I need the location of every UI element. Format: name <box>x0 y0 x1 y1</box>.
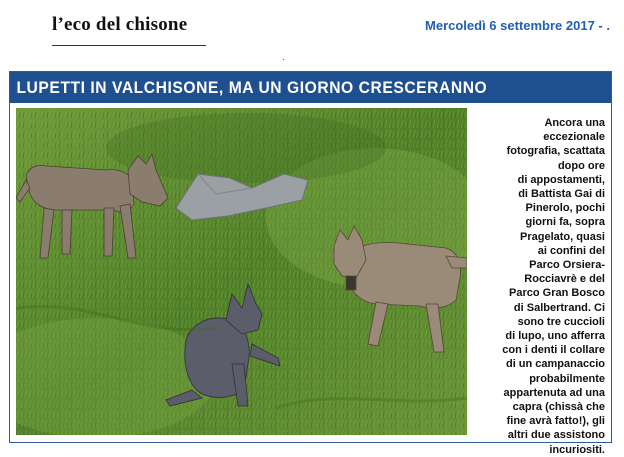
article-banner <box>10 72 611 103</box>
separator-dot: . <box>282 52 285 62</box>
newspaper-masthead: l’eco del chisone <box>52 14 188 35</box>
article-box <box>9 71 612 456</box>
publication-date: Mercoledì 6 settembre 2017 - . <box>425 18 610 33</box>
article-title: LUPETTI IN VALCHISONE, MA UN GIORNO CRESCERANNO <box>16 77 488 97</box>
masthead-underline <box>52 45 206 46</box>
photo-caption: Ancora una eccezionale fotografia, scattata dopo ore di appostamenti, di Battista Gai di Pinerolo, pochi giorni fa, sopra Pragelato, quasi ai confini del Parco Orsiera- Rocciavrè e del Parco Gran Bosco di Salbertrand. Ci sono tre cuccioli di lupo, uno afferra con i denti il collare di un campanaccio probabilmente appartenuta ad una capra (chissà che fine avrà fatto!), gli altri due assistono incuriositi. <box>502 117 605 456</box>
wolf-cubs-photo <box>16 108 467 435</box>
